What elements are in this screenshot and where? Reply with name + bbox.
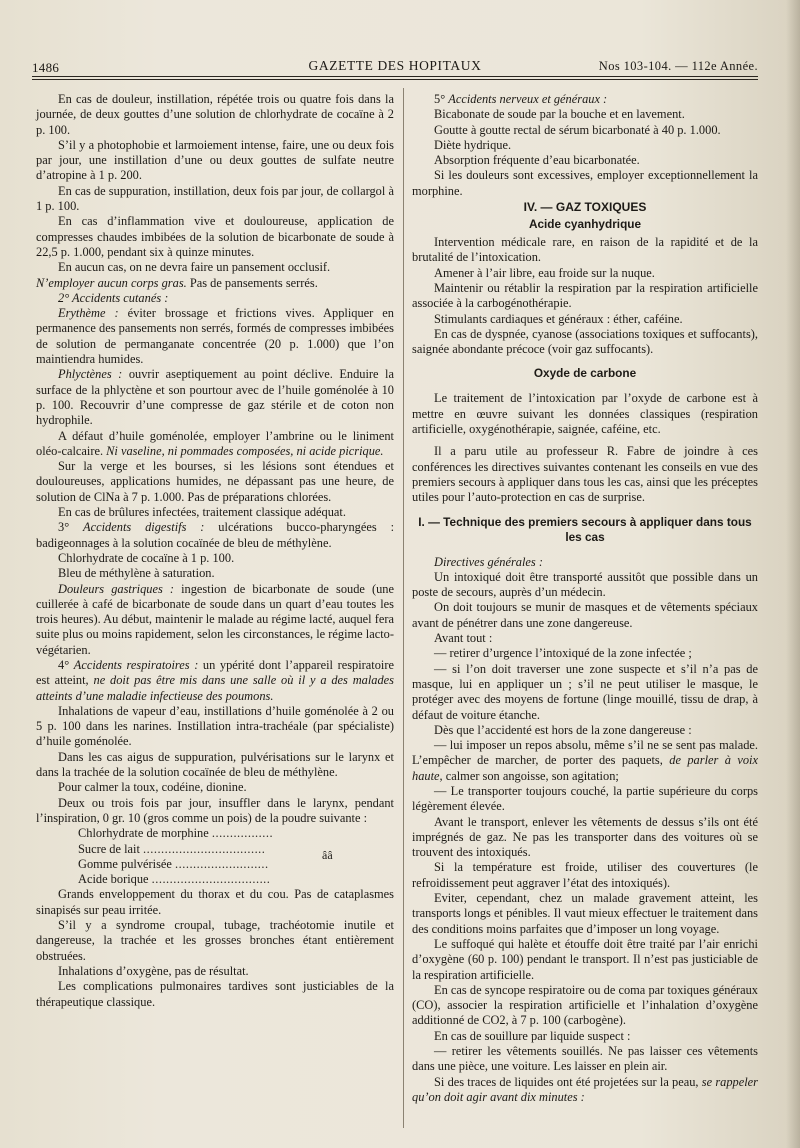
paragraph: Avant le transport, enlever les vêtements de dessus s’ils ont été imprégnés de gaz. Ne pas les transporter dans des voitures où se trouvent des intoxiqués. (412, 814, 758, 860)
heading-oxyde-de-carbone: Oxyde de carbone (533, 366, 637, 381)
header-rule-thin (32, 79, 758, 80)
paragraph: On doit toujours se munir de masques et de vêtements spéciaux avant de pénétrer dans une zone dangereuse. (412, 600, 758, 630)
formula-item: Chlorhydrate de morphine ................. (78, 826, 274, 841)
paragraph: Phlyctènes : ouvrir aseptiquement au point déclive. Enduire la surface de la phlyctène et son pourtour avec de l’huile goménolée à 10 p. 100. Recouvrir d’une compresse de gaz stérile et de coton non hydrophile. (36, 367, 394, 428)
paragraph: Intervention médicale rare, en raison de la rapidité et de la brutalité de l’intoxication. (412, 235, 758, 265)
paragraph: Dans les cas aigus de suppuration, pulvérisations sur le larynx et dans la trachée de la solution cocaïnée de bleu de méthylène. (36, 749, 394, 780)
paragraph: — Le transporter toujours couché, la partie supérieure du corps légèrement élevée. (412, 783, 758, 814)
formula-item: Gomme pulvérisée .......................... (78, 856, 269, 871)
paragraph: Le suffoqué qui halète et étouffe doit être traité par l’air enrichi d’oxygène (60 p. 100) pendant le transport. Il n’est pas justiciable de la respiration artificielle. (412, 936, 758, 982)
paragraph: Absorption fréquente d’eau bicarbonatée. (434, 153, 640, 168)
paragraph: Pour calmer la toux, codéine, dionine. (58, 780, 247, 795)
paragraph: Eviter, cependant, chez un malade gravement atteint, les transports longs et pénibles. Il vaut mieux effectuer le traitement dans des conditions moins parfaites que d’imposer un long voyage. (412, 891, 758, 936)
paragraph: En cas de dyspnée, cyanose (associations toxiques et suffocants), saignée abondante précoce (voir gaz suffocants). (412, 326, 758, 357)
paragraph: A défaut d’huile goménolée, employer l’ambrine ou le liniment oléo-calcaire. Ni vaseline, ni pommades composées, ni acide picrique. (36, 428, 394, 458)
subsection-heading: Directives générales : (434, 554, 543, 569)
subsection-heading: 5° Accidents nerveux et généraux : (434, 92, 608, 106)
paragraph: Il a paru utile au professeur R. Fabre de joindre à ces conférences les directives suivantes contenant les conseils en vue des premiers secours à appliquer dans tous les cas, ainsi que les préceptes utiles pour l’auto-protection en cas de surprise. (412, 444, 758, 505)
page-header (32, 58, 758, 78)
formula-item: Sucre de lait .................................. (78, 841, 266, 856)
left-column (36, 92, 394, 1010)
paragraph: Inhalations de vapeur d’eau, instillations d’huile goménolée à 2 ou 5 p. 100 dans les narines. Instillation intra-trachéale (par spécialiste) d’huile goménolée. (36, 703, 394, 749)
paragraph: Si les douleurs sont excessives, employer exceptionnellement la morphine. (412, 168, 758, 198)
paragraph: Dès que l’accidenté est hors de la zone dangereuse : (434, 722, 692, 737)
paragraph: Le traitement de l’intoxication par l’oxyde de carbone est à mettre en œuvre suivant les données classiques (respiration artificielle, oxygénothérapie, saignée, caféine, etc. (412, 391, 758, 437)
paragraph: En cas de souillure par liquide suspect : (434, 1028, 631, 1043)
paragraph: Amener à l’air libre, eau froide sur la nuque. (434, 265, 655, 280)
paragraph: En aucun cas, on ne devra faire un pansement occlusif. N’employer aucun corps gras. Pas de pansements serrés. (36, 260, 331, 290)
issue-number: Nos 103-104. — 112e Année. (598, 59, 758, 73)
paragraph: — lui imposer un repos absolu, même s’il ne se sent pas malade. L’empêcher de marcher, de porter des paquets, de parler à voix haute, calmer son angoisse, son agitation; (412, 738, 758, 783)
section-heading-gaz-toxiques: IV. — GAZ TOXIQUES (523, 200, 647, 215)
paragraph: Bleu de méthylène à saturation. (58, 566, 215, 581)
page-number: 1486 (32, 60, 60, 75)
paragraph: En cas de brûlures infectées, traitement classique adéquat. (58, 505, 346, 520)
paragraph: Si des traces de liquides ont été projetées sur la peau, se rappeler qu’on doit agir avant dix minutes : (412, 1074, 758, 1104)
right-column (412, 92, 758, 1105)
paragraph: S’il y a photophobie et larmoiement intense, faire, une ou deux fois par jour, une instillation d’une ou deux gouttes de sulfate neutre d’atropine à 1 p. 200. (36, 137, 394, 183)
paragraph: Grands enveloppement du thorax et du cou. Pas de cataplasmes sinapisés sur peau irritée. (36, 887, 394, 917)
formula-item: Acide borique ................................. (78, 872, 271, 887)
column-separator (403, 88, 404, 1128)
paragraph: En cas de syncope respiratoire ou de coma par toxiques généraux (CO), associer la respiration artificielle et l’inhalation d’oxygène additionné de CO2, à 7 p. 100 (carbogène). (412, 982, 758, 1028)
paragraph: Si la température est froide, utiliser des couvertures (le refroidissement peut aggraver l’état des intoxiqués). (412, 860, 758, 890)
formula-dose: ââ (322, 848, 333, 863)
paragraph: S’il y a syndrome croupal, tubage, trachéotomie inutile et dangereuse, la trachée et les grosses bronches étant entièrement obstruées. (36, 918, 394, 963)
heading-acide-cyanhydrique: Acide cyanhydrique (528, 217, 642, 232)
paragraph: Chlorhydrate de cocaïne à 1 p. 100. (58, 550, 235, 565)
paragraph: Stimulants cardiaques et généraux : éther, caféine. (434, 311, 683, 326)
paragraph: Avant tout : (434, 631, 493, 646)
paragraph: Erythème : éviter brossage et frictions vives. Appliquer en permanence des pansements non serrés, formés de compresses imbibées de solution de permanganate concentrée (20 p. 1.000) que l’on maintiendra humides. (36, 306, 395, 367)
paragraph: Goutte à goutte rectal de sérum bicarbonaté à 40 p. 1.000. (434, 122, 721, 137)
subsection-heading: 2° Accidents cutanés : (58, 290, 169, 305)
paragraph: Bicabonate de soude par la bouche et en lavement. (434, 107, 685, 122)
heading-technique-premiers-secours: I. — Technique des premiers secours à appliquer dans tous les cas (418, 514, 752, 544)
paragraph: — retirer d’urgence l’intoxiqué de la zone infectée ; (434, 646, 692, 661)
header-rule-thick (32, 76, 758, 77)
paragraph: Sur la verge et les bourses, si les lésions sont étendues et douloureuses, applications humides, ne dépassant pas une heure, de solution de ClNa à 7 p. 1.000. Pas de préparations chlorées. (36, 459, 394, 504)
paragraph: — retirer les vêtements souillés. Ne pas laisser ces vêtements dans une pièce, une voiture. Les laisser en plein air. (412, 1044, 758, 1074)
paragraph: 3° Accidents digestifs : ulcérations bucco-pharyngées : badigeonnages à la solution cocaïnée de bleu de méthylène. (36, 520, 395, 550)
paragraph: En cas d’inflammation vive et douloureuse, application de compresses chaudes imbibées de la solution de bicarbonate de soude à 22,5 p. 1.000, pendant six à quinze minutes. (36, 214, 394, 259)
journal-title: GAZETTE DES HOPITAUX (308, 58, 482, 73)
page-spine-shadow (786, 0, 800, 1148)
paragraph: 4° Accidents respiratoires : un ypérité dont l’appareil respiratoire est atteint, ne doit pas être mis dans une salle où il y a des malades atteints d’une maladie infectieuse des poumons. (36, 657, 394, 703)
paragraph: Les complications pulmonaires tardives sont justiciables de la thérapeutique classique. (36, 979, 394, 1009)
paragraph: Deux ou trois fois par jour, insuffler dans le larynx, pendant l’inspiration, 0 gr. 10 (gros comme un pois) de la poudre suivante : (36, 795, 394, 825)
paragraph: En cas de douleur, instillation, répétée trois ou quatre fois dans la journée, de deux gouttes d’une solution de chlorhydrate de cocaïne à 2 p. 100. (36, 92, 394, 137)
paragraph: Diète hydrique. (434, 137, 512, 152)
paragraph: — si l’on doit traverser une zone suspecte et s’il n’a pas de masque, lui en appliquer un ; s’il ne peut utiliser le masque, le protéger avec des moyens de fortune (linge mouillé, tissu de drap, à défaut de voiture étanche. (412, 661, 758, 722)
paragraph: Douleurs gastriques : ingestion de bicarbonate de soude (une cuillerée à café de bicarbonate de soude dans un quart d’eau toutes les trois heures). Au début, maintenir le malade au régime lacté, auquel fera suite plus ou moins rapidement, selon les circonstances, le régime lacto-végétarien. (36, 581, 394, 657)
paragraph: En cas de suppuration, instillation, deux fois par jour, de collargol à 1 p. 100. (36, 183, 394, 214)
paragraph: Inhalations d’oxygène, pas de résultat. (58, 963, 249, 978)
formula-list (36, 826, 394, 887)
paragraph: Maintenir ou rétablir la respiration par la respiration artificielle associée à la carbogénothérapie. (412, 280, 758, 311)
paragraph: Un intoxiqué doit être transporté aussitôt que possible dans un poste de secours, auprès d’un médecin. (412, 569, 758, 600)
